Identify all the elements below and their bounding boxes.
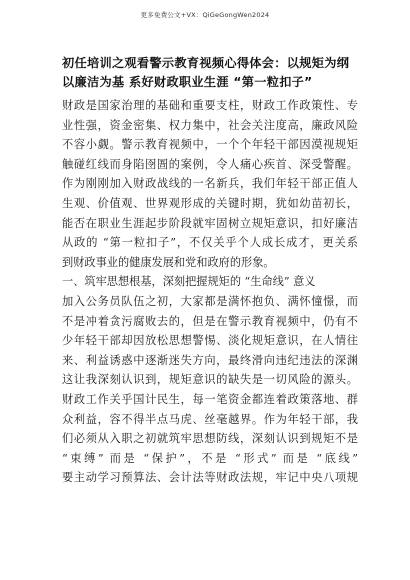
document-title <box>62 54 362 92</box>
body-line: 从政的 “第一粒扣子”，不仅关乎个人成长成才，更关系 <box>62 236 358 250</box>
body-line: 加入公务员队伍之初，大家都是满怀抱负、满怀憧憬，而 <box>62 294 358 308</box>
body-line: 来、利益诱惑中逐渐迷失方向，最终滑向违纪违法的深渊 <box>62 353 358 367</box>
body-line: 这让我深刻认识到，规矩意识的缺失是一切风险的源头。 <box>62 373 358 387</box>
body-line: 众利益，容不得半点马虎、丝毫越界。作为年轻干部，我 <box>62 412 358 426</box>
header-note: 更多免费公文+VX：QiGeGongWen2024 <box>140 11 270 19</box>
document-body <box>62 96 358 488</box>
body-line: 触碰红线而身陷囹圄的案例，令人痛心疾首、深受警醒。 <box>62 157 358 171</box>
body-line: 能否在职业生涯起步阶段就牢固树立规矩意识，扣好廉洁 <box>62 216 358 230</box>
body-line: 业性强，资金密集、权力集中，社会关注度高，廉政风险 <box>62 118 358 132</box>
body-line: “束缚” 而是 “保护”，不是 “形式” 而是 “底线” <box>62 451 358 465</box>
body-line: 到财政事业的健康发展和党和政府的形象。 <box>62 255 275 269</box>
title-line-2: 以廉洁为基 系好财政职业生涯 “第一粒扣子” <box>62 75 313 89</box>
body-line: 少年轻干部却因放松思想警惕、淡化规矩意识，在人情往 <box>62 334 358 348</box>
title-line-1: 初任培训之观看警示教育视频心得体会：以规矩为纲 <box>62 56 350 70</box>
body-line: 们必须从入职之初就筑牢思想防线，深刻认识到规矩不是 <box>62 432 358 446</box>
body-line: 要主动学习预算法、会计法等财政法规，牢记中央八项规 <box>62 471 358 485</box>
section-heading: 一、筑牢思想根基，深刻把握规矩的 “生命线” 意义 <box>62 275 316 289</box>
body-line: 财政工作关乎国计民生，每一笔资金都连着政策落地、群 <box>62 392 358 406</box>
body-line: 不是冲着贪污腐败去的，但是在警示教育视频中，仍有不 <box>62 314 358 328</box>
body-line: 财政是国家治理的基础和重要支柱，财政工作政策性、专 <box>62 99 358 112</box>
body-line: 作为刚刚加入财政战线的一名新兵，我们年轻干部正值人 <box>62 177 358 191</box>
body-line: 不容小觑。警示教育视频中，一个个年轻干部因漠视规矩 <box>62 138 358 152</box>
body-line: 生观、价值观、世界观形成的关键时期，犹如幼苗初长， <box>62 196 358 210</box>
